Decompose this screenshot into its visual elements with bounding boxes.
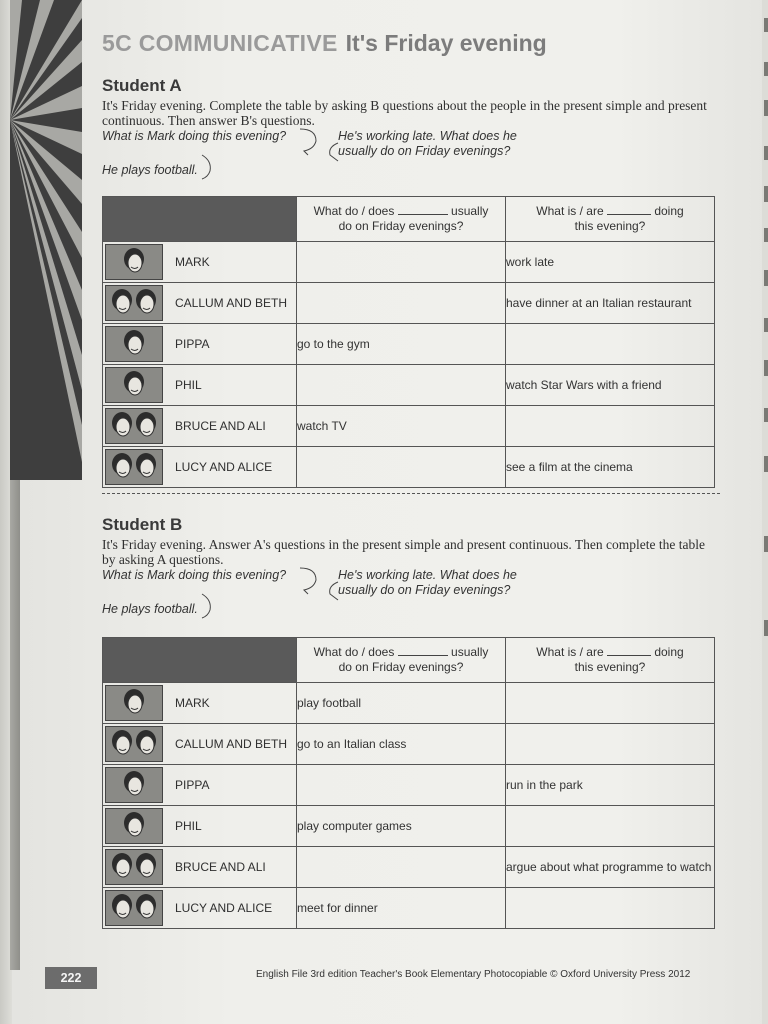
person-avatar	[105, 285, 163, 321]
student-a-examples	[102, 129, 722, 181]
edge-mark	[764, 146, 768, 160]
couple-portrait-icon	[110, 728, 158, 760]
edge-mark	[764, 408, 768, 422]
table-row	[103, 324, 715, 365]
this-evening-answer-cell[interactable]: have dinner at an Italian restaurant	[506, 283, 715, 324]
usually-answer-cell[interactable]: go to the gym	[297, 324, 506, 365]
edge-mark	[764, 536, 768, 552]
edge-mark	[764, 100, 768, 116]
student-a-instructions: It's Friday evening. Complete the table by asking B questions about the people in the present simple and present continuous. Then answer B's questions.	[102, 98, 707, 128]
table-row	[103, 683, 715, 724]
table-row	[103, 724, 715, 765]
table-corner	[103, 638, 297, 683]
edge-mark	[764, 620, 768, 636]
person-cell	[103, 447, 297, 488]
this-evening-answer-cell[interactable]	[506, 724, 715, 765]
example-answer: He's working late. What does he usually do on Friday evenings?	[338, 129, 517, 158]
this-evening-answer-cell[interactable]	[506, 806, 715, 847]
person-cell	[103, 888, 297, 929]
student-b-heading: Student B	[102, 515, 183, 534]
copyright-notice: Photocopiable © Oxford University Press 2012	[483, 969, 691, 980]
table-corner	[103, 197, 297, 242]
person-cell	[103, 847, 297, 888]
person-name: CALLUM AND BETH	[175, 296, 288, 310]
lesson-name: It's Friday evening	[345, 30, 547, 56]
person-name: BRUCE AND ALI	[175, 860, 266, 874]
speech-bubble-tail-icon	[198, 153, 218, 183]
person-avatar	[105, 408, 163, 444]
cut-line	[102, 493, 720, 494]
person-avatar	[105, 685, 163, 721]
woman-dark-hair-portrait-icon	[119, 769, 149, 801]
usually-answer-cell[interactable]: go to an Italian class	[297, 724, 506, 765]
edge-mark	[764, 270, 768, 286]
example-question: What is Mark doing this evening?	[102, 568, 287, 582]
two-men-portrait-icon	[110, 851, 158, 883]
person-name: MARK	[175, 696, 210, 710]
blank-line	[398, 647, 448, 656]
man-with-headphones-portrait-icon	[119, 246, 149, 278]
this-evening-answer-cell[interactable]: argue about what programme to watch	[506, 847, 715, 888]
person-avatar	[105, 726, 163, 762]
person-name: MARK	[175, 255, 210, 269]
table-row	[103, 888, 715, 929]
usually-answer-cell[interactable]: watch TV	[297, 406, 506, 447]
table-row	[103, 447, 715, 488]
person-cell	[103, 683, 297, 724]
usually-answer-cell[interactable]: play football	[297, 683, 506, 724]
usually-answer-cell[interactable]: play computer games	[297, 806, 506, 847]
margin-stripe	[10, 480, 20, 970]
example-question: What is Mark doing this evening?	[102, 129, 287, 143]
person-cell	[103, 365, 297, 406]
this-evening-answer-cell[interactable]: watch Star Wars with a friend	[506, 365, 715, 406]
woman-dark-hair-portrait-icon	[119, 328, 149, 360]
speech-bubble-tail-icon	[298, 127, 324, 157]
couple-portrait-icon	[110, 287, 158, 319]
blank-line	[607, 647, 651, 656]
column-header-this-evening: What is / are doing this evening?	[506, 638, 715, 683]
table-row	[103, 406, 715, 447]
person-cell	[103, 324, 297, 365]
edge-mark	[764, 318, 768, 332]
person-cell	[103, 765, 297, 806]
two-women-portrait-icon	[110, 892, 158, 924]
person-name: PIPPA	[175, 337, 210, 351]
table-student-a	[102, 196, 715, 488]
blank-line	[398, 206, 448, 215]
example-answer: He's working late. What does he usually do on Friday evenings?	[338, 568, 517, 597]
page-title	[102, 30, 547, 57]
column-header-this-evening: What is / are doing this evening?	[506, 197, 715, 242]
person-cell	[103, 242, 297, 283]
this-evening-answer-cell[interactable]	[506, 888, 715, 929]
person-name: PHIL	[175, 819, 202, 833]
edge-mark	[764, 228, 768, 242]
table-row	[103, 365, 715, 406]
person-name: BRUCE AND ALI	[175, 419, 266, 433]
usually-answer-cell[interactable]	[297, 765, 506, 806]
two-women-portrait-icon	[110, 451, 158, 483]
person-avatar	[105, 890, 163, 926]
example-reply: He plays football.	[102, 163, 198, 177]
lesson-code: 5C COMMUNICATIVE	[102, 30, 338, 56]
edge-mark	[764, 456, 768, 472]
table-row	[103, 242, 715, 283]
usually-answer-cell[interactable]	[297, 847, 506, 888]
usually-answer-cell[interactable]	[297, 242, 506, 283]
usually-answer-cell[interactable]	[297, 283, 506, 324]
book-title: English File 3rd edition Teacher's Book Elementary	[256, 969, 482, 980]
person-avatar	[105, 326, 163, 362]
man-with-glasses-portrait-icon	[119, 369, 149, 401]
student-b-section	[102, 515, 722, 620]
edge-mark	[764, 360, 768, 376]
footer-credit	[256, 969, 690, 980]
edge-mark	[764, 62, 768, 76]
person-cell	[103, 283, 297, 324]
speech-bubble-tail-icon	[198, 592, 218, 622]
person-name: CALLUM AND BETH	[175, 737, 288, 751]
usually-answer-cell[interactable]	[297, 447, 506, 488]
person-avatar	[105, 244, 163, 280]
column-header-usually: What do / does usually do on Friday evenings?	[297, 638, 506, 683]
edge-mark	[764, 18, 768, 32]
student-a-section	[102, 76, 722, 181]
table-row	[103, 806, 715, 847]
this-evening-answer-cell[interactable]: run in the park	[506, 765, 715, 806]
person-avatar	[105, 367, 163, 403]
person-name: PHIL	[175, 378, 202, 392]
person-cell	[103, 806, 297, 847]
this-evening-answer-cell[interactable]	[506, 324, 715, 365]
man-with-glasses-portrait-icon	[119, 810, 149, 842]
person-avatar	[105, 808, 163, 844]
student-b-instructions: It's Friday evening. Answer A's questions in the present simple and present continuous. Then complete the table by asking A questions.	[102, 537, 705, 567]
table-row	[103, 765, 715, 806]
person-avatar	[105, 849, 163, 885]
edge-mark	[764, 186, 768, 202]
column-header-usually: What do / does usually do on Friday evenings?	[297, 197, 506, 242]
person-name: LUCY AND ALICE	[175, 901, 273, 915]
person-name: LUCY AND ALICE	[175, 460, 273, 474]
this-evening-answer-cell[interactable]: work late	[506, 242, 715, 283]
person-cell	[103, 406, 297, 447]
this-evening-answer-cell[interactable]	[506, 683, 715, 724]
person-cell	[103, 724, 297, 765]
this-evening-answer-cell[interactable]	[506, 406, 715, 447]
usually-answer-cell[interactable]	[297, 365, 506, 406]
student-b-examples	[102, 568, 722, 620]
table-row	[103, 283, 715, 324]
speech-bubble-tail-icon	[298, 566, 324, 596]
speech-bubble-tail-icon	[326, 141, 342, 163]
student-a-heading: Student A	[102, 76, 182, 95]
table-student-b	[102, 637, 715, 929]
page-number: 222	[45, 967, 97, 989]
two-men-portrait-icon	[110, 410, 158, 442]
this-evening-answer-cell[interactable]: see a film at the cinema	[506, 447, 715, 488]
sunburst-decoration	[10, 0, 82, 480]
blank-line	[607, 206, 651, 215]
speech-bubble-tail-icon	[326, 580, 342, 602]
person-name: PIPPA	[175, 778, 210, 792]
man-with-headphones-portrait-icon	[119, 687, 149, 719]
table-row	[103, 847, 715, 888]
person-avatar	[105, 449, 163, 485]
person-avatar	[105, 767, 163, 803]
usually-answer-cell[interactable]: meet for dinner	[297, 888, 506, 929]
example-reply: He plays football.	[102, 602, 198, 616]
